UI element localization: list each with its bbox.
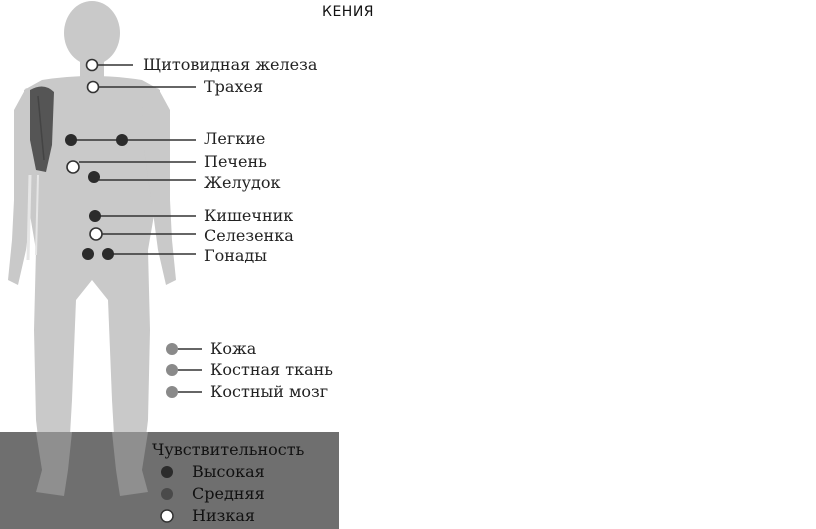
- legend-label-low: Низкая: [192, 506, 255, 525]
- header-title-fragment: КЕНИЯ: [322, 4, 375, 20]
- label-thyroid: Щитовидная железа: [143, 55, 318, 74]
- label-bone-marrow: Костный мозг: [210, 382, 329, 401]
- legend-swatch-medium: [161, 488, 173, 500]
- label-trachea: Трахея: [204, 77, 264, 96]
- legend-title: Чувствительность: [152, 440, 305, 459]
- label-spleen: Селезенка: [204, 226, 294, 245]
- legend-swatch-high: [161, 466, 173, 478]
- label-bone-tissue: Костная ткань: [210, 360, 333, 379]
- label-stomach: Желудок: [204, 173, 281, 192]
- label-gonads: Гонады: [204, 246, 268, 265]
- label-lungs: Легкие: [204, 129, 266, 148]
- label-intestine: Кишечник: [204, 206, 294, 225]
- legend-swatch-low: [161, 510, 173, 522]
- legend-label-high: Высокая: [192, 462, 265, 481]
- label-skin: Кожа: [210, 339, 257, 358]
- legend-label-medium: Средняя: [192, 484, 265, 503]
- label-liver: Печень: [204, 152, 267, 171]
